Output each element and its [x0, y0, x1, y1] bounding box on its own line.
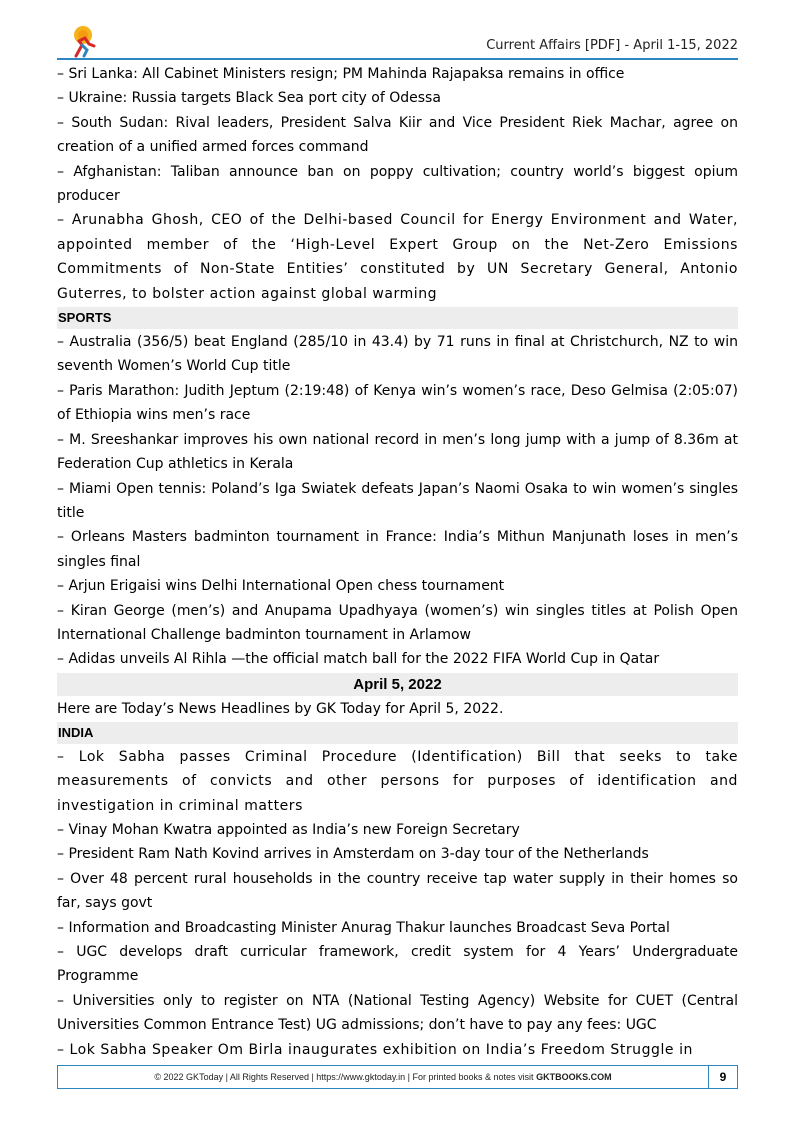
sports-news-list [57, 330, 738, 672]
news-item: – Arunabha Ghosh, CEO of the Delhi-based Council for Energy Environment and Water, appointed member of the ‘High-Level Expert Group on the Net-Zero Emissions Commitments of Non-State Entities’ constituted by UN Secretary General, Antonio Guterres, to bolster action against global warming [57, 212, 738, 302]
date-heading: April 5, 2022 [57, 673, 738, 696]
news-item: – Information and Broadcasting Minister Anurag Thakur launches Broadcast Seva Portal [57, 919, 670, 936]
news-item: – Afghanistan: Taliban announce ban on poppy cultivation; country world’s biggest opium producer [57, 163, 738, 205]
footer-text [58, 1066, 708, 1088]
page-footer [57, 1065, 738, 1089]
news-item: – Australia (356/5) beat England (285/10 in 43.4) by 71 runs in final at Christchurch, NZ to win seventh Women’s World Cup title [57, 334, 738, 375]
copyright-text: © 2022 GKToday | All Rights Reserved | https://www.gktoday.in | For printed books & notes visit [154, 1072, 534, 1082]
header-divider [57, 58, 738, 60]
news-item: – Paris Marathon: Judith Jeptum (2:19:48) of Kenya win’s women’s race, Deso Gelmisa (2:05:07) of Ethiopia wins men’s race [57, 382, 738, 424]
india-news-list [57, 745, 738, 1062]
section-heading-india: INDIA [57, 722, 738, 744]
news-item: – Miami Open tennis: Poland’s Iga Swiatek defeats Japan’s Naomi Osaka to win women’s singles title [57, 480, 738, 521]
page-content [57, 62, 738, 1062]
section-heading-sports: SPORTS [57, 307, 738, 329]
news-item: – Universities only to register on NTA (National Testing Agency) Website for CUET (Central Universities Common Entrance Test) UG admissions; don’t have to pay any fees: UGC [57, 992, 738, 1034]
news-item: – UGC develops draft curricular framework, credit system for 4 Years’ Undergraduate Programme [57, 944, 738, 985]
page-header [57, 28, 738, 58]
intro-text: Here are Today’s News Headlines by GK Today for April 5, 2022. [57, 700, 504, 717]
news-item: – Orleans Masters badminton tournament in France: India’s Mithun Manjunath loses in men’s singles final [57, 529, 738, 570]
news-item: – M. Sreeshankar improves his own national record in men’s long jump with a jump of 8.36m at Federation Cup athletics in Kerala [57, 431, 738, 473]
news-item: – Lok Sabha passes Criminal Procedure (Identification) Bill that seeks to take measurements of convicts and other persons for purposes of identification and investigation in criminal matters [57, 748, 738, 814]
news-item: – President Ram Nath Kovind arrives in Amsterdam on 3-day tour of the Netherlands [57, 846, 649, 863]
news-item: – Adidas unveils Al Rihla —the official match ball for the 2022 FIFA World Cup in Qatar [57, 651, 660, 668]
news-item: – Lok Sabha Speaker Om Birla inaugurates exhibition on India’s Freedom Struggle in [57, 1041, 693, 1058]
news-item: – Vinay Mohan Kwatra appointed as India’s new Foreign Secretary [57, 821, 520, 838]
page-number: 9 [719, 1070, 727, 1084]
document-title: Current Affairs [PDF] - April 1-15, 2022 [486, 38, 738, 53]
news-item: – Arjun Erigaisi wins Delhi International Open chess tournament [57, 578, 505, 595]
world-news-list [57, 62, 738, 306]
footer-brand-link[interactable]: GKTBOOKS.COM [536, 1072, 612, 1082]
news-item: – South Sudan: Rival leaders, President Salva Kiir and Vice President Riek Machar, agree on creation of a unified armed forces command [57, 114, 738, 156]
news-item: – Sri Lanka: All Cabinet Ministers resign; PM Mahinda Rajapaksa remains in office [57, 66, 625, 82]
gktoday-logo-icon [67, 25, 101, 59]
news-item: – Over 48 percent rural households in the country receive tap water supply in their homes so far, says govt [57, 870, 738, 912]
news-item: – Ukraine: Russia targets Black Sea port city of Odessa [57, 90, 441, 107]
news-item: – Kiran George (men’s) and Anupama Upadhyaya (women’s) win singles titles at Polish Open International Challenge badminton tournament in Arlamow [57, 602, 738, 643]
